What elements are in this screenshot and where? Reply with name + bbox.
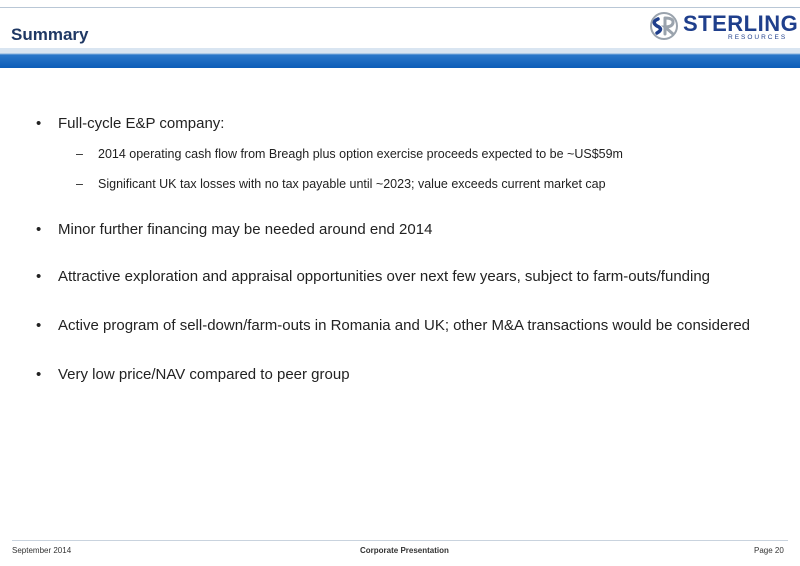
bullet-glyph: • — [36, 317, 42, 334]
bullet-text: Very low price/NAV compared to peer group — [58, 366, 350, 383]
top-rule — [0, 7, 800, 8]
sub-bullet-glyph: – — [76, 147, 83, 161]
footer-page-number: Page 20 — [754, 546, 784, 555]
sub-bullet-text: Significant UK tax losses with no tax payable until ~2023; value exceeds current market cap — [98, 177, 606, 191]
footer-rule — [12, 540, 788, 541]
header-band — [0, 48, 800, 68]
bullet-glyph: • — [36, 268, 42, 285]
footer-date: September 2014 — [12, 546, 72, 555]
page-title: Summary — [11, 25, 89, 44]
bullet-text: Active program of sell-down/farm-outs in Romania and UK; other M&A transactions would be considered — [58, 317, 750, 334]
bullet-text: Attractive exploration and appraisal opportunities over next few years, subject to farm-outs/funding — [58, 268, 711, 285]
bullet-text: Full-cycle E&P company: — [58, 115, 225, 132]
sub-bullet-glyph: – — [76, 177, 83, 191]
bullet-glyph: • — [36, 115, 42, 132]
sub-bullet-text: 2014 operating cash flow from Breagh plus option exercise proceeds expected to be ~US$59m — [98, 147, 623, 161]
footer-title: Corporate Presentation — [360, 546, 449, 555]
logo-name: STERLING — [683, 11, 799, 36]
bullet-glyph: • — [36, 221, 42, 238]
sr-monogram-icon — [651, 13, 677, 39]
bullet-text: Minor further financing may be needed around end 2014 — [58, 221, 433, 238]
logo-subtitle: RESOURCES — [728, 34, 788, 41]
bullet-glyph: • — [36, 366, 42, 383]
